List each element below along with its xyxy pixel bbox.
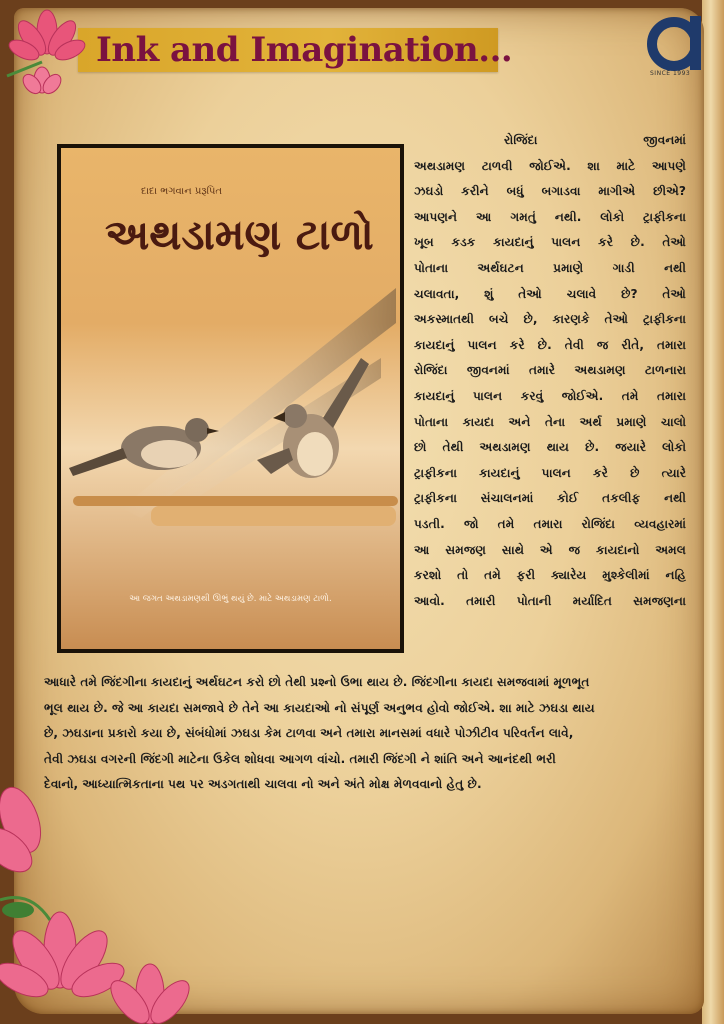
article-full-width [44, 670, 686, 798]
article-line: આધારે તમે જિંદગીના કાયદાનું અર્થઘટન કરો છો તેથી પ્રશ્નો ઉભા થાય છે. જિંદગીના કાયદા સમજવામાં મૂળભૂત [44, 675, 590, 689]
article-line: કાયદાનું પાલન કરે છે. તેવી જ રીતે, તમારા [414, 337, 686, 352]
book-cover-art [61, 148, 400, 649]
birds-illustration [61, 148, 400, 649]
article-line: આ સમજણ સાથે એ જ કાયદાનો અમલ [414, 542, 686, 557]
book-tagline: આ જગત અથડામણથી ઊભું થયું છે. માટે અથડામણ ટાળો. [129, 594, 332, 604]
article-line: અકસ્માતથી બચે છે, કારણકે તેઓ ટ્રાફીકના [414, 312, 686, 327]
article-line: રોજિંદા જીવનમાં [504, 133, 686, 147]
article-line: ચલાવતા, શું તેઓ ચલાવે છે? તેઓ [414, 286, 686, 301]
article-line: ટ્રાફીકના કાયદાનું પાલન કરે છે ત્યારે [414, 465, 686, 480]
lotus-flower-icon [2, 2, 92, 98]
lotus-cluster-icon [0, 780, 220, 1024]
article-line: અથડામણ ટાળવી જોઈએ. શા માટે આપણે [414, 158, 686, 173]
article-line: કરશો તો તમે ફરી ક્યારેય મુશ્કેલીમાં નહિ [414, 568, 686, 583]
page-edge [702, 0, 724, 1024]
article-line: કાયદાનું પાલન કરવું જોઈએ. તમે તમારા [414, 388, 686, 403]
article-line: પડતી. જો તમે તમારા રોજિંદા વ્યવહારમાં [414, 516, 686, 531]
article-line: ખૂબ કડક કાયદાનું પાલન કરે છે. તેઓ [414, 235, 686, 250]
book-title: અથડામણ ટાળો [105, 210, 374, 259]
book-author: દાદા ભગવાન પ્રરૂપિત [141, 186, 223, 197]
article-right-column [414, 128, 686, 614]
article-line: દેવાનો, આધ્યાત્મિકતાના પથ પર અડગતાથી ચાલવા નો અને અંતે મોક્ષ મેળવવાનો હેતુ છે. [44, 777, 482, 792]
article-line: રોજિંદા જીવનમાં તમારે અથડામણ ટાળનારા [414, 363, 686, 378]
article-line: પોતાના અર્થઘટન પ્રમાણે ગાડી નથી [414, 260, 686, 275]
article-line: છે, ઝઘડાના પ્રકારો કયા છે, સંબંધોમાં ઝઘડા કેમ ટાળવા અને તમારા માનસમાં વધારે પોઝીટીવ પરિવર્તન લાવે, [44, 726, 574, 741]
article-line: પોતાના કાયદા અને તેના અર્થ પ્રમાણે ચાલો [414, 414, 686, 429]
article-line: ભૂલ થાય છે. જે આ કાયદા સમજાવે છે તેને આ કાયદાઓ નો સંપૂર્ણ અનુભવ હોવો જોઈએ. શા માટે ઝઘડા થાય [44, 700, 595, 715]
article-line: આવો. તમારી પોતાની મર્યાદિત સમજણના [414, 593, 686, 608]
article-line: ઝઘડો કરીને બધું બગાડવા માગીએ છીએ? [414, 184, 686, 199]
article-line: આપણને આ ગમતું નથી. લોકો ટ્રાફીકના [414, 209, 686, 224]
article-line: છો તેથી અથડામણ થાય છે. જયારે લોકો [414, 440, 686, 455]
article-line: ટ્રાફીકના સંચાલનમાં કોઈ તકલીફ નથી [414, 491, 686, 506]
book-cover [57, 144, 404, 653]
page-title: Ink and Imagination... [96, 30, 513, 70]
article-line: તેવી ઝઘડા વગરની જિંદગી માટેના ઉકેલ શોધવા આગળ વાંચો. તમારી જિંદગી ને શાંતિ અને આનંદથી ભરી [44, 751, 556, 766]
logo-since-text: SINCE 1993 [650, 70, 691, 77]
